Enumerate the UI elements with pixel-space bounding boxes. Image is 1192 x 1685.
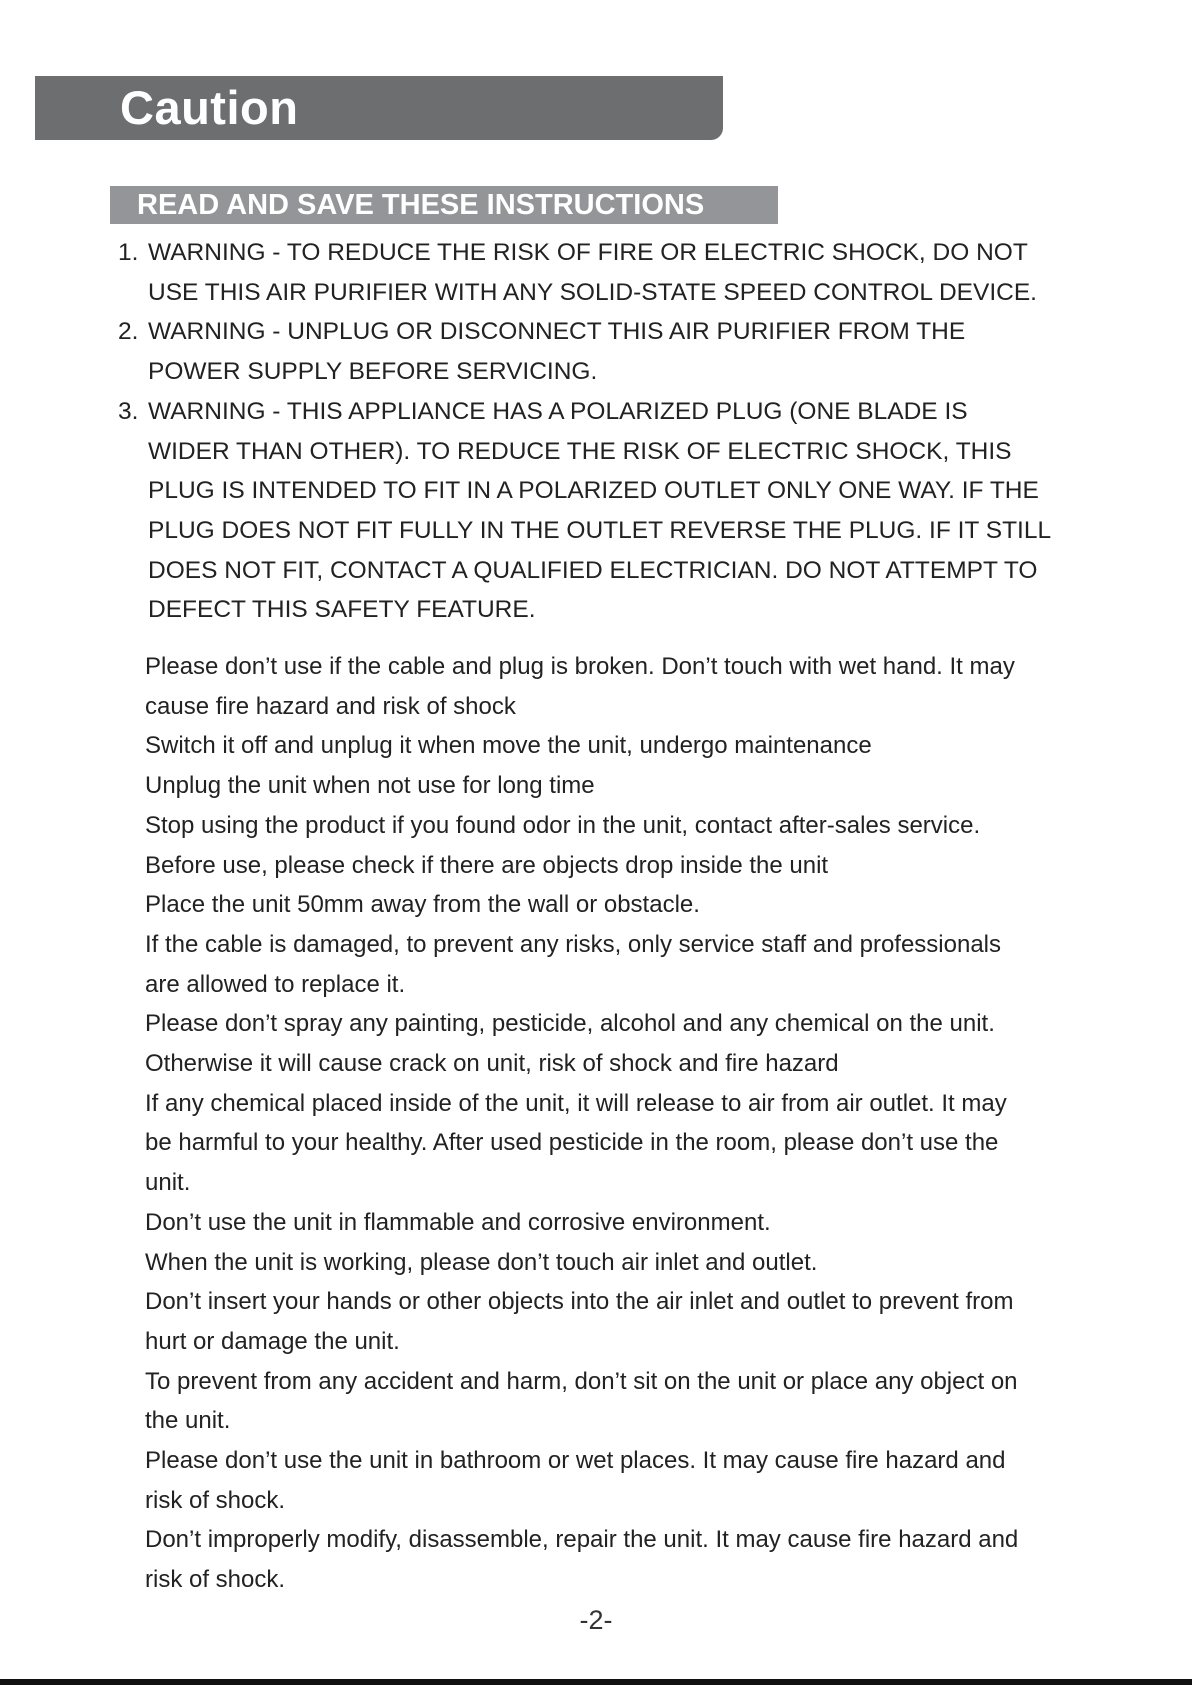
- precaution-text-line: Before use, please check if there are objects drop inside the unit: [145, 851, 829, 879]
- precaution-text-line: If any chemical placed inside of the unit, it will release to air from air outlet. It may: [145, 1089, 1007, 1117]
- section-heading: READ AND SAVE THESE INSTRUCTIONS: [110, 186, 778, 224]
- precaution-item: [145, 1203, 1145, 1243]
- precaution-text-line: the unit.: [145, 1407, 231, 1435]
- precaution-text-line: Don’t use the unit in flammable and corrosive environment.: [145, 1208, 771, 1236]
- warning-text-line: DEFECT THIS SAFETY FEATURE.: [148, 596, 536, 624]
- precaution-item: [145, 1084, 1145, 1203]
- precaution-text-line: Don’t improperly modify, disassemble, repair the unit. It may cause fire hazard and: [145, 1526, 1019, 1554]
- precaution-item: [145, 806, 1145, 846]
- warning-item: [118, 392, 1118, 630]
- precaution-item: [145, 1362, 1145, 1441]
- precaution-text-line: Stop using the product if you found odor in the unit, contact after-sales service.: [145, 811, 981, 839]
- precaution-item: [145, 846, 1145, 886]
- warning-text-line: PLUG DOES NOT FIT FULLY IN THE OUTLET REVERSE THE PLUG. IF IT STILL: [148, 516, 1052, 544]
- precaution-item: [145, 1282, 1145, 1361]
- warning-list: [118, 233, 1118, 630]
- warning-text-line: WARNING - UNPLUG OR DISCONNECT THIS AIR PURIFIER FROM THE: [148, 318, 966, 346]
- precaution-item: [145, 925, 1145, 1004]
- precaution-text-line: risk of shock.: [145, 1566, 286, 1594]
- precaution-item: [145, 647, 1145, 726]
- precaution-text-line: If the cable is damaged, to prevent any risks, only service staff and professionals: [145, 930, 1002, 958]
- warning-text-line: USE THIS AIR PURIFIER WITH ANY SOLID-STATE SPEED CONTROL DEVICE.: [148, 278, 1037, 306]
- precaution-text-line: unit.: [145, 1169, 191, 1197]
- warning-text-line: WARNING - THIS APPLIANCE HAS A POLARIZED PLUG (ONE BLADE IS: [148, 397, 968, 425]
- precaution-item: [145, 1243, 1145, 1283]
- precaution-text-line: be harmful to your healthy. After used pesticide in the room, please don’t use the: [145, 1129, 999, 1157]
- precaution-text-line: Otherwise it will cause crack on unit, risk of shock and fire hazard: [145, 1050, 839, 1078]
- precaution-item: [145, 1520, 1145, 1599]
- warning-text-line: PLUG IS INTENDED TO FIT IN A POLARIZED OUTLET ONLY ONE WAY. IF THE: [148, 477, 1039, 505]
- warning-text-line: DOES NOT FIT, CONTACT A QUALIFIED ELECTRICIAN. DO NOT ATTEMPT TO: [148, 556, 1038, 584]
- precaution-item: [145, 1441, 1145, 1520]
- warning-number: 2.: [118, 318, 139, 346]
- page-number: -2-: [579, 1605, 613, 1635]
- warning-text-line: WARNING - TO REDUCE THE RISK OF FIRE OR ELECTRIC SHOCK, DO NOT: [148, 239, 1028, 266]
- warning-number: 1.: [118, 239, 139, 266]
- precaution-text-line: When the unit is working, please don’t touch air inlet and outlet.: [145, 1248, 818, 1276]
- precaution-text-line: Please don’t use the unit in bathroom or wet places. It may cause fire hazard and: [145, 1447, 1006, 1475]
- precaution-text-line: are allowed to replace it.: [145, 970, 406, 998]
- precaution-text-line: Unplug the unit when not use for long time: [145, 772, 595, 800]
- precaution-item: [145, 766, 1145, 806]
- precaution-text-line: Switch it off and unplug it when move the unit, undergo maintenance: [145, 732, 872, 760]
- precaution-list: [145, 647, 1145, 1600]
- precaution-item: [145, 885, 1145, 925]
- bottom-divider: [0, 1679, 1192, 1685]
- precaution-text-line: To prevent from any accident and harm, don’t sit on the unit or place any object on: [145, 1367, 1018, 1395]
- page-title: Caution: [120, 81, 299, 134]
- precaution-text-line: cause fire hazard and risk of shock: [145, 692, 516, 720]
- warning-item: [118, 233, 1118, 312]
- warning-number: 3.: [118, 397, 139, 425]
- precaution-text-line: risk of shock.: [145, 1486, 286, 1514]
- precaution-text-line: Please don’t use if the cable and plug is broken. Don’t touch with wet hand. It may: [145, 653, 1015, 680]
- precaution-text-line: Don’t insert your hands or other objects into the air inlet and outlet to prevent from: [145, 1288, 1014, 1316]
- precaution-item: [145, 1004, 1145, 1083]
- precaution-text-line: Please don’t spray any painting, pesticide, alcohol and any chemical on the unit.: [145, 1010, 995, 1038]
- precaution-item: [145, 726, 1145, 766]
- precaution-text-line: hurt or damage the unit.: [145, 1327, 400, 1355]
- precaution-text-line: Place the unit 50mm away from the wall or obstacle.: [145, 891, 700, 919]
- warning-text-line: WIDER THAN OTHER). TO REDUCE THE RISK OF ELECTRIC SHOCK, THIS: [148, 437, 1012, 465]
- warning-item: [118, 312, 1118, 391]
- warning-text-line: POWER SUPPLY BEFORE SERVICING.: [148, 358, 598, 386]
